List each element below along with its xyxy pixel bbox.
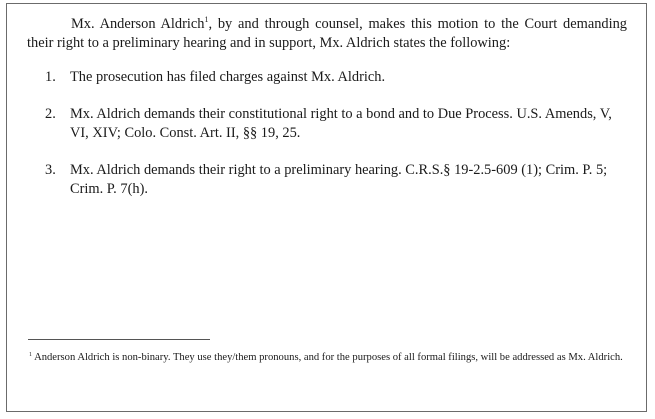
footnote-text: Anderson Aldrich is non-binary. They use they/them pronouns, and for the purposes of all formal filings, will be addressed as Mx. Aldrich. xyxy=(32,352,623,363)
item-number: 1. xyxy=(45,69,56,85)
footnote-marker: 1 xyxy=(29,352,32,358)
footnote-reference: 1 xyxy=(204,15,209,24)
intro-lead: Mx. Anderson Aldrich xyxy=(71,16,205,32)
numbered-item-3 xyxy=(45,161,627,199)
item-text: The prosecution has filed charges against Mx. Aldrich. xyxy=(70,69,386,85)
footnote xyxy=(29,350,629,365)
footnote-separator xyxy=(28,339,210,340)
numbered-item-2 xyxy=(45,105,627,143)
item-text: Mx. Aldrich demands their right to a preliminary hearing. C.R.S.§ 19-2.5-609 (1); Crim. P. 5; Crim. P. 7(h). xyxy=(70,162,608,197)
document-page xyxy=(6,3,647,412)
item-number: 3. xyxy=(45,162,56,178)
intro-paragraph xyxy=(27,15,627,53)
item-text: Mx. Aldrich demands their constitutional right to a bond and to Due Process. U.S. Amends, V, VI, XIV; Colo. Const. Art. II, §§ 19, 25. xyxy=(70,106,612,141)
intro-rest: , by and through counsel, makes this motion to the Court demanding their right to a preliminary hearing and in support, Mx. Aldrich states the following: xyxy=(27,16,627,51)
item-number: 2. xyxy=(45,106,56,122)
numbered-item-1 xyxy=(45,68,627,87)
